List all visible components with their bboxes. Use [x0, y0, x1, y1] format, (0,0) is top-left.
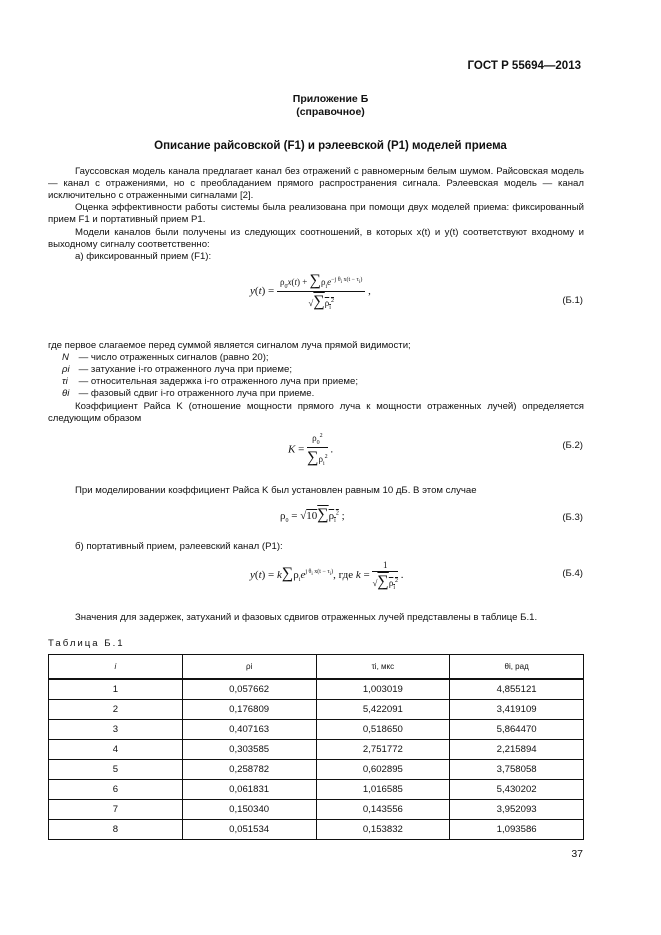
cell: 0,057662 — [182, 679, 316, 700]
cell: 2,751772 — [316, 740, 450, 760]
cell: 0,061831 — [182, 780, 316, 800]
cell: 0,153832 — [316, 820, 450, 840]
section-title: Описание райсовской (F1) и рэлеевской (Р1) моделей приема — [154, 140, 507, 152]
eq-number-b4: (Б.4) — [562, 568, 583, 579]
cell: 5,430202 — [450, 780, 584, 800]
formula-b2: K = $\frac{\rho_0^2}{\sum\rho_i^2}$ . — [288, 433, 334, 467]
definitions-list — [62, 352, 358, 400]
table-row — [49, 820, 584, 840]
cell: 8 — [49, 820, 183, 840]
col-header-i: i — [49, 655, 183, 680]
where-line: где первое слагаемое перед суммой является сигналом луча прямой видимости; — [48, 340, 411, 351]
def-item: ρi — затухание i-го отраженного луча при приеме; — [62, 364, 292, 375]
cell: 0,051534 — [182, 820, 316, 840]
cell: 5 — [49, 760, 183, 780]
table-caption: Таблица Б.1 — [48, 638, 125, 649]
cell: 5,422091 — [316, 700, 450, 720]
cell: 3,419109 — [450, 700, 584, 720]
eq-number-b1: (Б.1) — [562, 295, 583, 306]
formula-b1: y(t) = $\frac{\rho_0x(t) + \sum\rho_ie^{-j \theta_i x(t - \tau_i)}}{√\sum\rho_i^2}$ , — [250, 272, 371, 311]
formula-b4: $y(t) = k\sum\rho_ie^{j \theta_i x(t - \tau_i)}$, где k = $\frac{1}{√\sum\rho_i^2}$ . — [250, 560, 404, 591]
paragraph-rice: Коэффициент Райса K (отношение мощности прямого луча к мощности отраженных лучей) определяется следующим образом — [48, 401, 584, 425]
def-item: τi — относительная задержка i-го отраженного луча при приеме; — [62, 376, 359, 387]
table-row — [49, 760, 584, 780]
formula-b3: $\rho_0 = √10\sum\rho_i^2$ ; — [280, 506, 345, 525]
cell: 1,016585 — [316, 780, 450, 800]
cell: 0,602895 — [316, 760, 450, 780]
table-row — [49, 700, 584, 720]
paragraph-k: При моделировании коэффициент Райса K был установлен равным 10 дБ. В этом случае — [75, 485, 477, 496]
cell: 0,143556 — [316, 800, 450, 820]
item-b: б) портативный прием, рэлеевский канал (Р1): — [75, 541, 283, 552]
cell: 1,003019 — [316, 679, 450, 700]
appendix-title: Приложение Б — [292, 93, 369, 105]
paragraph-table: Значения для задержек, затуханий и фазовых сдвигов отраженных лучей представлены в таблице Б.1. — [75, 612, 538, 623]
cell: 3,758058 — [450, 760, 584, 780]
table-header-row — [49, 655, 584, 680]
def-item: N — число отраженных сигналов (равно 20); — [62, 352, 269, 363]
col-header-rho: ρi — [182, 655, 316, 680]
paragraph-1: Гауссовская модель канала предлагает канал без отражений с равномерным белым шумом. Райсовская модель — канал с отражениями, но с преобладанием прямого распространения сигнала. Рэлеевская модель — канал исключительно с отраженными сигналами [2]. — [48, 166, 584, 202]
cell: 1 — [49, 679, 183, 700]
data-table — [48, 654, 584, 840]
cell: 3 — [49, 720, 183, 740]
cell: 2 — [49, 700, 183, 720]
cell: 4,855121 — [450, 679, 584, 700]
cell: 3,952093 — [450, 800, 584, 820]
col-header-theta: θi, рад — [450, 655, 584, 680]
cell: 0,176809 — [182, 700, 316, 720]
cell: 0,150340 — [182, 800, 316, 820]
cell: 4 — [49, 740, 183, 760]
item-a: а) фиксированный прием (F1): — [75, 251, 212, 262]
cell: 0,258782 — [182, 760, 316, 780]
table-row — [49, 720, 584, 740]
eq-number-b3: (Б.3) — [562, 512, 583, 523]
cell: 0,518650 — [316, 720, 450, 740]
paragraph-3: Модели каналов были получены из следующих соотношений, в которых x(t) и y(t) соответствуют входному и выходному сигналу соответственно: — [48, 227, 584, 251]
cell: 2,215894 — [450, 740, 584, 760]
table-row — [49, 679, 584, 700]
standard-header: ГОСТ Р 55694—2013 — [467, 60, 581, 72]
table-row — [49, 740, 584, 760]
page-number: 37 — [571, 848, 583, 860]
cell: 0,303585 — [182, 740, 316, 760]
cell: 7 — [49, 800, 183, 820]
eq-number-b2: (Б.2) — [562, 440, 583, 451]
cell: 5,864470 — [450, 720, 584, 740]
appendix-heading — [0, 93, 661, 119]
def-item: θi — фазовый сдвиг i-го отраженного луча при приеме. — [62, 388, 315, 399]
cell: 1,093586 — [450, 820, 584, 840]
col-header-tau: τi, мкс — [316, 655, 450, 680]
paragraph-2: Оценка эффективности работы системы была реализована при помощи двух моделей приема: фиксированный прием F1 и портативный прием Р1. — [48, 202, 584, 226]
appendix-note: (справочное) — [296, 106, 365, 118]
cell: 0,407163 — [182, 720, 316, 740]
cell: 6 — [49, 780, 183, 800]
table-row — [49, 780, 584, 800]
table-row — [49, 800, 584, 820]
